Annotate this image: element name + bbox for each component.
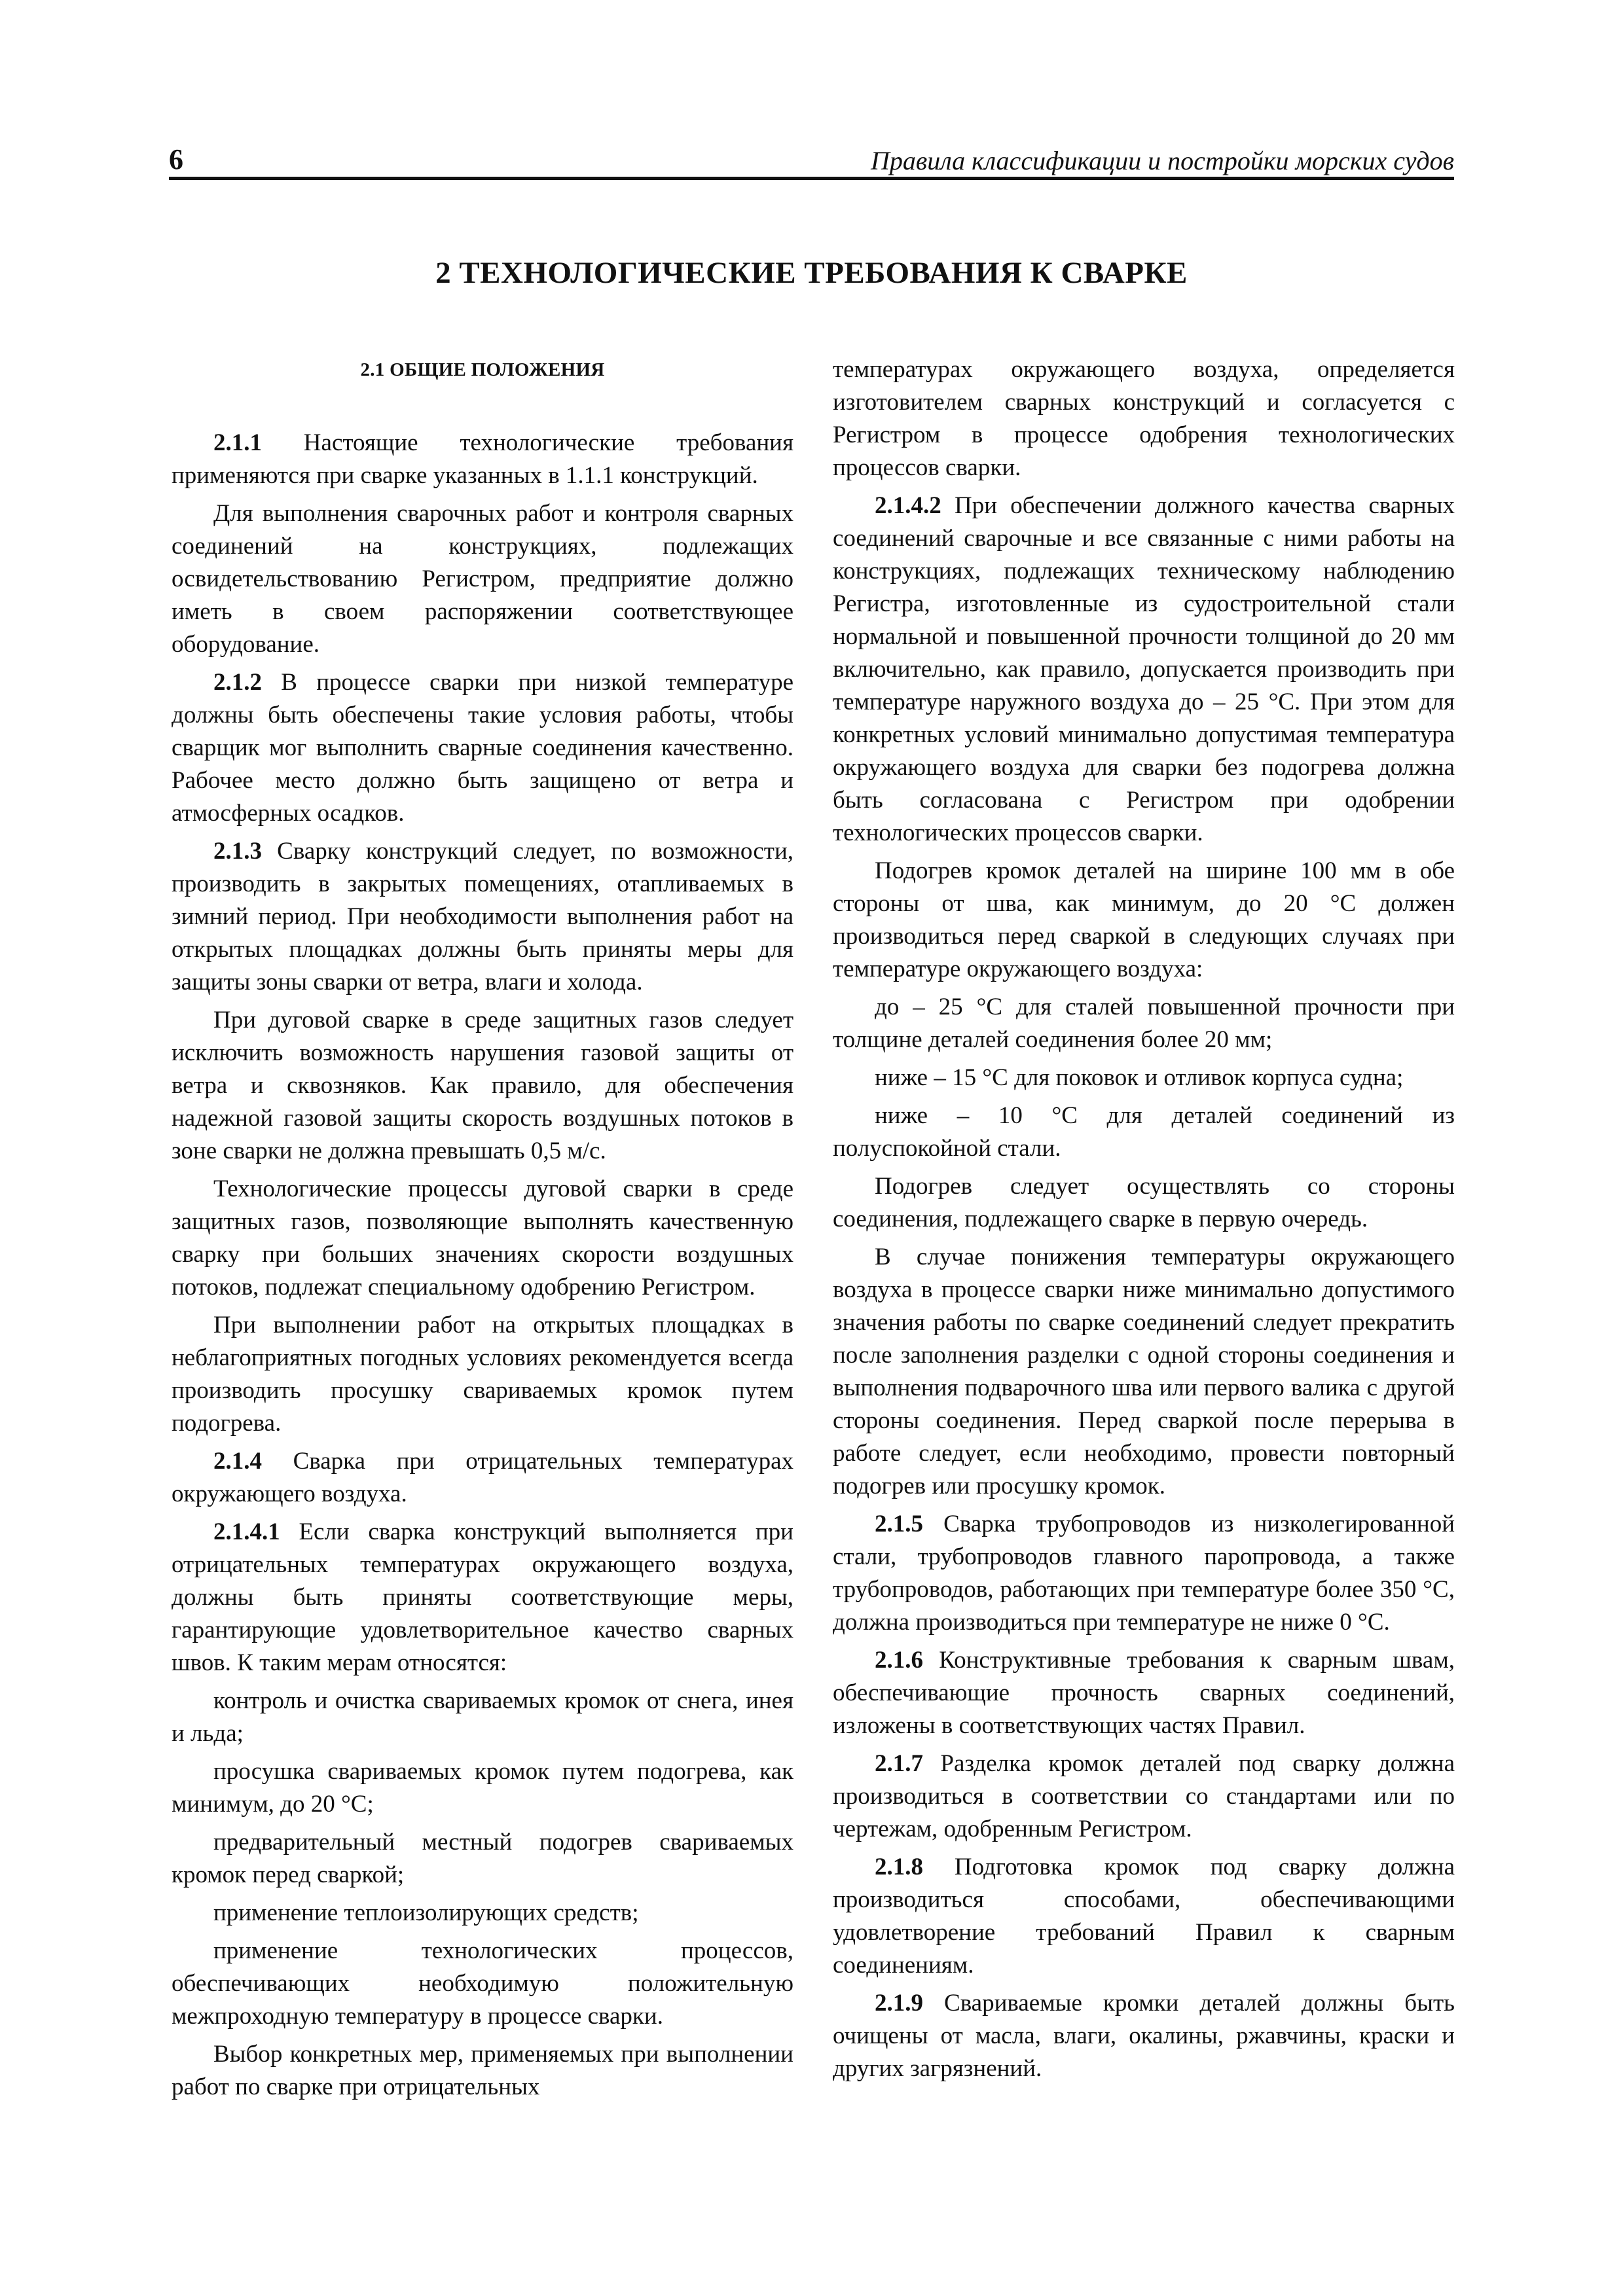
paragraph-text: предварительный местный подогрев свариваемых кромок перед сваркой; — [172, 1829, 793, 1888]
paragraph-text: Свариваемые кромки деталей должны быть очищены от масла, влаги, окалины, ржавчины, краски и других загрязнений. — [833, 1990, 1455, 2082]
paragraph — [172, 1935, 793, 2033]
clause-number: 2.1.4.1 — [213, 1518, 280, 1545]
paragraph — [833, 1170, 1455, 1236]
paragraph-text: Конструктивные требования к сварным швам, обеспечивающие прочность сварных соединений, изложены в соответствующих частях Правил. — [833, 1647, 1455, 1739]
paragraph-text: до – 25 °С для сталей повышенной прочности при толщине деталей соединения более 20 мм; — [833, 994, 1455, 1053]
paragraph — [833, 1508, 1455, 1639]
clause-number: 2.1.7 — [875, 1750, 923, 1777]
paragraph — [172, 1004, 793, 1168]
paragraph-text: применение технологических процессов, обеспечивающих необходимую положительную межпроходную температуру в процессе сварки. — [172, 1937, 793, 2030]
paragraph-text: Подогрев кромок деталей на ширине 100 мм в обе стороны от шва, как минимум, до 20 °С должен производиться перед сваркой в следующих случаях при температуре окружающего воздуха: — [833, 857, 1455, 982]
paragraph-text: При дуговой сварке в среде защитных газов следует исключить возможность нарушения газовой защиты от ветра и сквозняков. Как правило, для обеспечения надежной газовой защиты скорость воздушных потоков в зоне сварки не должна превышать 0,5 м/с. — [172, 1007, 793, 1164]
paragraph-text: Сварка при отрицательных температурах окружающего воздуха. — [172, 1448, 793, 1507]
paragraph — [172, 1826, 793, 1892]
paragraph — [172, 427, 793, 492]
clause-number: 2.1.4 — [213, 1448, 262, 1475]
left-column — [172, 353, 793, 2109]
paragraph-text: Выбор конкретных мер, применяемых при выполнении работ по сварке при отрицательных — [172, 2041, 793, 2100]
paragraph — [833, 1644, 1455, 1742]
section-heading: 2.1 ОБЩИЕ ПОЛОЖЕНИЯ — [360, 359, 605, 380]
paragraph-text: Разделка кромок деталей под сварку должна производиться в соответствии со стандартами или по чертежам, одобренным Регистром. — [833, 1750, 1455, 1842]
clause-number: 2.1.5 — [875, 1511, 923, 1537]
paragraph — [833, 991, 1455, 1056]
paragraph — [833, 1241, 1455, 1503]
paragraph — [172, 835, 793, 999]
paragraph-text: Подогрев следует осуществлять со стороны соединения, подлежащего сварке в первую очередь. — [833, 1173, 1455, 1232]
paragraph-text: ниже – 15 °С для поковок и отливок корпуса судна; — [875, 1064, 1404, 1091]
clause-number: 2.1.8 — [875, 1854, 923, 1880]
clause-number: 2.1.3 — [213, 838, 262, 865]
paragraph-text: В случае понижения температуры окружающего воздуха в процессе сварки ниже минимально допустимого значения работы по сварке соединений следует прекратить после заполнения разделки с одной стороны соединения и выполнения подварочного шва или первого валика с другой стороны соединения. Перед сваркой после перерыва в работе следует, если необходимо, провести повторный подогрев или просушку кромок. — [833, 1244, 1455, 1499]
page-number: 6 — [169, 143, 183, 175]
paragraph-text: контроль и очистка свариваемых кромок от снега, инея и льда; — [172, 1687, 793, 1747]
paragraph — [833, 1851, 1455, 1982]
paragraph — [172, 1173, 793, 1304]
clause-number: 2.1.6 — [875, 1647, 923, 1674]
paragraph — [833, 353, 1455, 484]
paragraph — [172, 1755, 793, 1821]
paragraph — [833, 855, 1455, 986]
running-title: Правила классификации и постройки морских судов — [870, 146, 1454, 175]
chapter-title: 2 ТЕХНОЛОГИЧЕСКИЕ ТРЕБОВАНИЯ К СВАРКЕ — [435, 256, 1188, 290]
paragraph — [172, 1445, 793, 1511]
paragraph-text: Для выполнения сварочных работ и контроля сварных соединений на конструкциях, подлежащих освидетельствованию Регистром, предприятие должно иметь в своем распоряжении соответствующее оборудование. — [172, 500, 793, 658]
paragraph — [172, 1309, 793, 1440]
paragraph-text: Если сварка конструкций выполняется при отрицательных температурах окружающего воздуха, должны быть приняты соответствующие меры, гарантирующие удовлетворительное качество сварных швов. К таким мерам относятся: — [172, 1518, 793, 1676]
paragraph — [172, 2038, 793, 2104]
paragraph — [833, 1062, 1455, 1094]
paragraph-text: Сварку конструкций следует, по возможности, производить в закрытых помещениях, отапливаемых в зимний период. При необходимости выполнения работ на открытых площадках должны быть приняты меры для защиты зоны сварки от ветра, влаги и холода. — [172, 838, 793, 996]
paragraph-text: При выполнении работ на открытых площадках в неблагоприятных погодных условиях рекомендуется всегда производить просушку свариваемых кромок путем подогрева. — [172, 1312, 793, 1437]
paragraph-text: При обеспечении должного качества сварных соединений сварочные и все связанные с ними работы на конструкциях, подлежащих техническому наблюдению Регистра, изготовленные из судостроительной стали нормальной и повышенной прочности толщиной до 20 мм включительно, как правило, допускается производить при температуре наружного воздуха до – 25 °С. При этом для конкретных условий минимально допустимая температура окружающего воздуха для сварки без подогрева должна быть согласована с Регистром при одобрении технологических процессов сварки. — [833, 492, 1455, 846]
paragraph-text: температурах окружающего воздуха, определяется изготовителем сварных конструкций и согласуется с Регистром в процессе одобрения технологических процессов сварки. — [833, 356, 1455, 481]
paragraph-text: В процессе сварки при низкой температуре должны быть обеспечены такие условия работы, чтобы сварщик мог выполнить сварные соединения качественно. Рабочее место должно быть защищено от ветра и атмосферных осадков. — [172, 669, 793, 827]
paragraph-text: Настоящие технологические требования применяются при сварке указанных в 1.1.1 конструкций. — [172, 429, 793, 489]
paragraph — [833, 490, 1455, 850]
paragraph — [172, 1897, 793, 1929]
clause-number: 2.1.2 — [213, 669, 262, 696]
paragraph-text: Сварка трубопроводов из низколегированной стали, трубопроводов главного паропровода, а также трубопроводов, работающих при температуре более 350 °С, должна производиться при температуре не ниже 0 °С. — [833, 1511, 1455, 1636]
paragraph — [833, 1100, 1455, 1165]
paragraph — [172, 1685, 793, 1750]
paragraph-text: ниже – 10 °С для деталей соединений из полуспокойной стали. — [833, 1102, 1455, 1162]
paragraph — [172, 1516, 793, 1679]
paragraph — [833, 1987, 1455, 2085]
paragraph-text: Технологические процессы дуговой сварки в среде защитных газов, позволяющие выполнять качественную сварку при больших значениях скорости воздушных потоков, подлежат специальному одобрению Регистром. — [172, 1175, 793, 1300]
header-rule — [169, 177, 1454, 180]
clause-number: 2.1.1 — [213, 429, 262, 456]
right-column — [833, 353, 1455, 2090]
clause-number: 2.1.9 — [875, 1990, 923, 2017]
paragraph-text: Подготовка кромок под сварку должна производиться способами, обеспечивающими удовлетворение требований Правил к сварным соединениям. — [833, 1854, 1455, 1979]
paragraph-text: применение теплоизолирующих средств; — [213, 1899, 639, 1926]
paragraph-text: просушка свариваемых кромок путем подогрева, как минимум, до 20 °С; — [172, 1758, 793, 1818]
paragraph — [172, 666, 793, 830]
paragraph — [172, 497, 793, 661]
paragraph — [833, 1748, 1455, 1846]
clause-number: 2.1.4.2 — [875, 492, 941, 519]
